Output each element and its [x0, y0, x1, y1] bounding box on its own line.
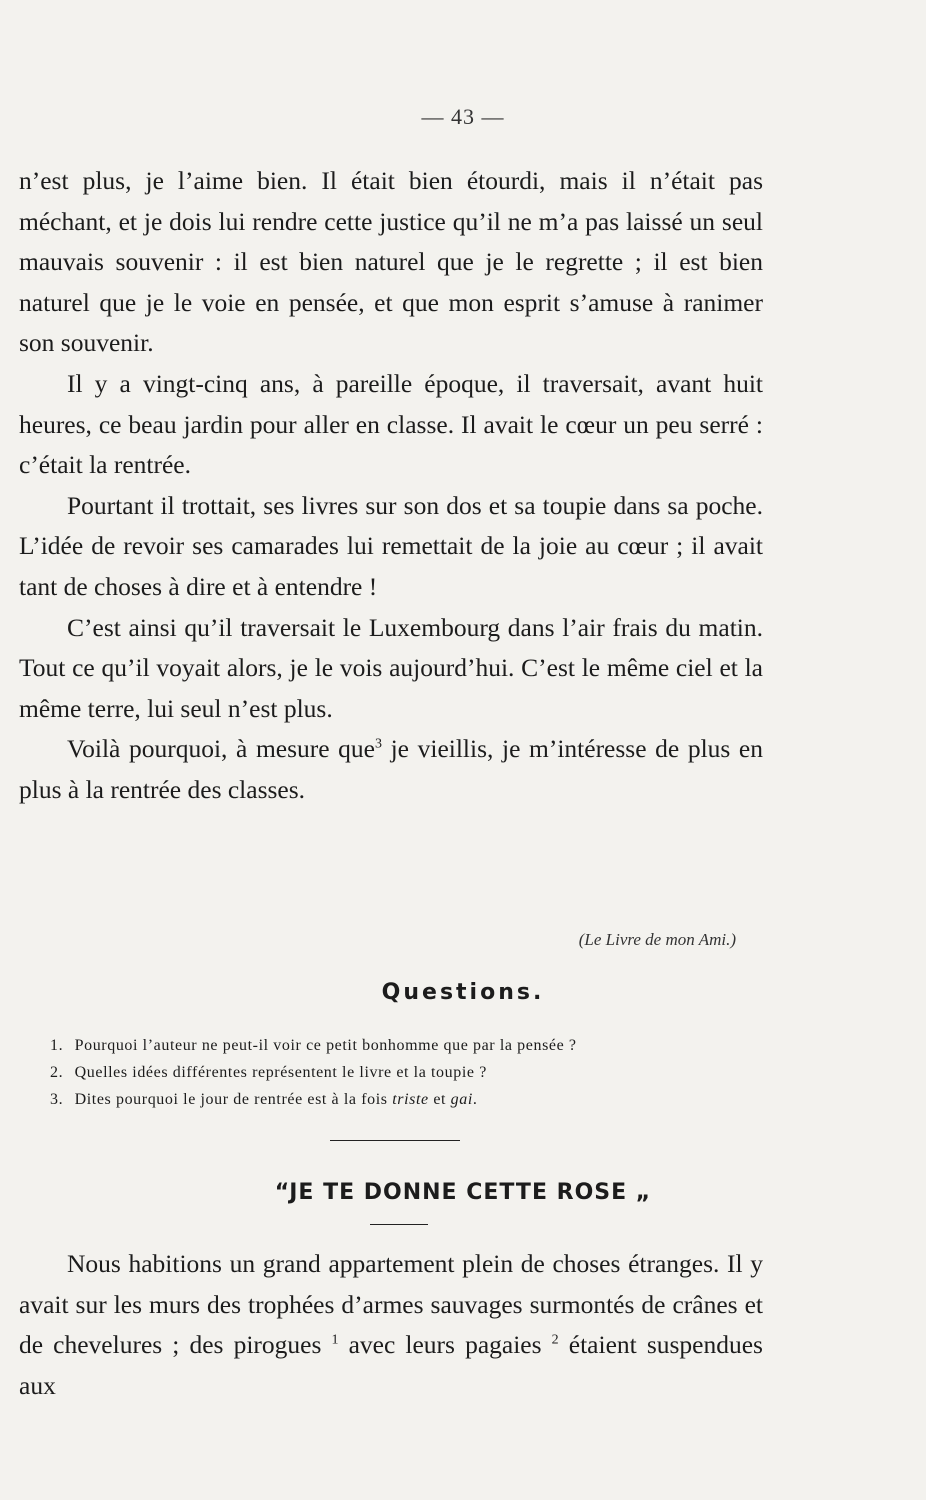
footnote-ref-2: 2 [551, 1332, 559, 1348]
paragraph-3: Pourtant il trottait, ses livres sur son dos et sa toupie dans sa poche. L’idée de revoir ses camarades lui remettait de la joie au cœur ; il avait tant de choses à dire et à entendre ! [19, 490, 763, 601]
story-text-part-1: Nous habitions un grand appartement plein de choses étranges. Il y avait sur les murs des trophées d’armes sauvages surmontés de crânes et de chevelures ; des pirogues [19, 1249, 763, 1360]
question-text-start: Dites pourquoi le jour de rentrée est à la fois [74, 1091, 393, 1108]
story-paragraph [19, 1244, 763, 1406]
paragraph-5-start: Voilà pourquoi, à mesure que [67, 734, 375, 764]
question-item [50, 1032, 770, 1059]
story-text-part-3: étaient suspendues aux [19, 1330, 763, 1400]
question-item [50, 1086, 770, 1113]
question-word-triste: triste [392, 1091, 429, 1108]
questions-heading: Questions. [381, 980, 545, 1005]
story-text [19, 1244, 763, 1406]
paragraph-4: C’est ainsi qu’il traversait le Luxembourg dans l’air frais du matin. Tout ce qu’il voyait alors, je le vois aujourd’hui. C’est le même ciel et la même terre, lui seul n’est plus. [19, 612, 763, 723]
page-number: — 43 — [421, 104, 505, 129]
paragraph-2: Il y a vingt-cinq ans, à pareille époque, il traversait, avant huit heures, ce beau jardin pour aller en classe. Il avait le cœur un peu serré : c’était la rentrée. [19, 368, 763, 480]
story-text-part-2: avec leurs pagaies [338, 1330, 552, 1360]
paragraph-5 [19, 729, 763, 810]
story-title: “JE TE DONNE CETTE ROSE „ [274, 1180, 652, 1205]
question-item [50, 1059, 770, 1086]
paragraph-1: n’est plus, je l’aime bien. Il était bien étourdi, mais il n’était pas méchant, et je dois lui rendre cette justice qu’il ne m’a pas laissé un seul mauvais souvenir : il est bien naturel que je le regrette ; il est bien naturel que je le voie en pensée, et que mon esprit s’amuse à ranimer son souvenir. [19, 166, 763, 358]
footnote-ref-1: 1 [331, 1332, 339, 1348]
question-number: 3. [50, 1091, 64, 1108]
question-text: Quelles idées différentes représentent le livre et la toupie ? [74, 1064, 487, 1081]
question-word-gai: gai [450, 1091, 473, 1108]
title-underline [370, 1224, 428, 1225]
paragraph-5-end: je vieillis, je m’intéresse de plus en plus à la rentrée des classes. [19, 734, 763, 804]
footnote-ref-3: 3 [375, 736, 382, 752]
section-divider [330, 1140, 460, 1141]
questions-list [50, 1032, 770, 1113]
question-text: Pourquoi l’auteur ne peut-il voir ce petit bonhomme que par la pensée ? [74, 1037, 577, 1054]
chapter-text [19, 161, 763, 811]
question-text-mid: et [428, 1091, 451, 1108]
question-number: 2. [50, 1064, 64, 1081]
question-text-end: . [472, 1091, 478, 1108]
source-citation: (Le Livre de mon Ami.) [578, 930, 736, 949]
question-number: 1. [50, 1037, 64, 1054]
